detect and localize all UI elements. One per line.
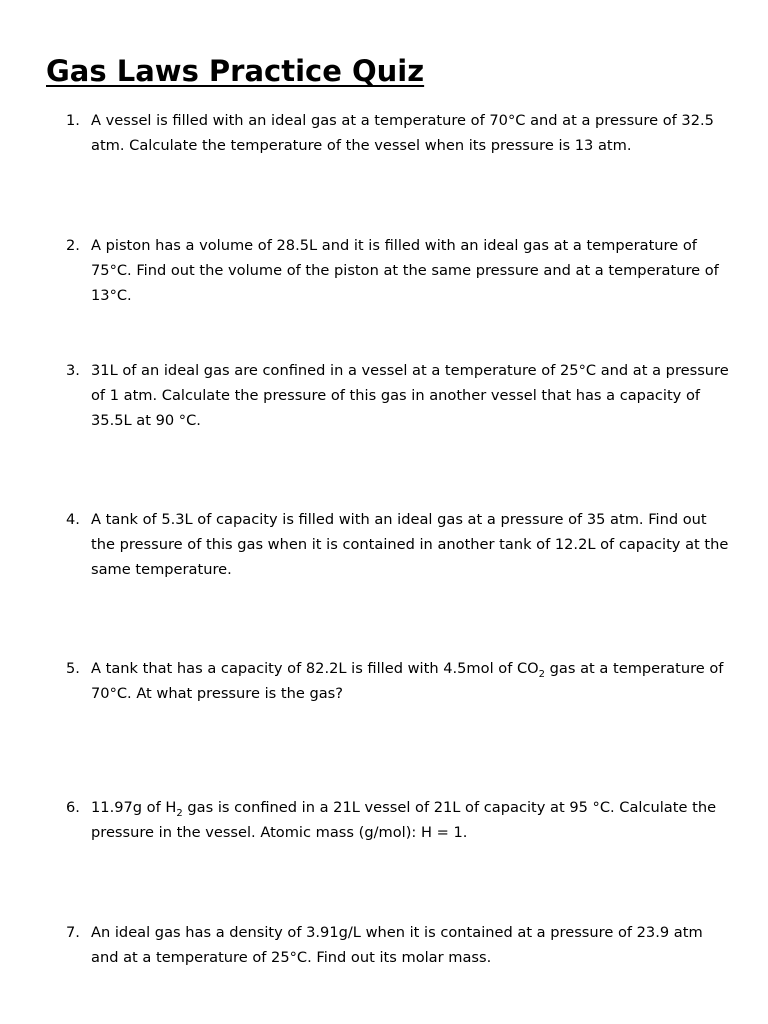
question-text [91, 656, 734, 706]
page-title: Gas Laws Practice Quiz [46, 54, 425, 88]
question-text: An ideal gas has a density of 3.91g/L when it is contained at a pressure of 23.9 atm and at a temperature of 25°C. Find out its molar mass. [91, 924, 703, 966]
question-text [91, 795, 734, 845]
question-number: 1. [66, 112, 80, 129]
question-2 [66, 233, 734, 308]
question-4 [66, 507, 734, 582]
chemical-subscript: 2 [538, 668, 546, 680]
question-number: 2. [66, 237, 80, 254]
question-text: A vessel is filled with an ideal gas at a temperature of 70°C and at a pressure of 32.5 atm. Calculate the temperature of the vessel when its pressure is 13 atm. [91, 112, 714, 154]
question-number: 6. [66, 799, 80, 816]
question-6 [66, 795, 734, 845]
question-text: 31L of an ideal gas are confined in a vessel at a temperature of 25°C and at a pressure of 1 atm. Calculate the pressure of this gas in another vessel that has a capacity of 35.5L at 90 °C. [91, 362, 729, 429]
question-text-part: 11.97g of H [91, 799, 177, 816]
question-number: 3. [66, 362, 80, 379]
question-number: 7. [66, 924, 80, 941]
chemical-subscript: 2 [176, 807, 183, 819]
question-text-part: gas at a temperature of 70°C. At what pressure is the gas? [91, 660, 724, 702]
question-5 [66, 656, 734, 706]
question-text: A piston has a volume of 28.5L and it is filled with an ideal gas at a temperature of 75°C. Find out the volume of the piston at the same pressure and at a temperature of 13°C. [91, 237, 719, 304]
question-7 [66, 920, 734, 970]
question-3 [66, 358, 734, 433]
question-text: A tank of 5.3L of capacity is filled with an ideal gas at a pressure of 35 atm. Find out the pressure of this gas when it is contained in another tank of 12.2L of capacity at the same temperature. [91, 511, 729, 578]
question-number: 5. [66, 660, 80, 677]
question-text-part: gas is confined in a 21L vessel of 21L of capacity at 95 °C. Calculate the pressure in the vessel. Atomic mass (g/mol): H = 1. [91, 799, 717, 841]
question-number: 4. [66, 511, 80, 528]
question-1 [66, 108, 734, 158]
question-text-part: A tank that has a capacity of 82.2L is filled with 4.5mol of CO [91, 660, 539, 677]
